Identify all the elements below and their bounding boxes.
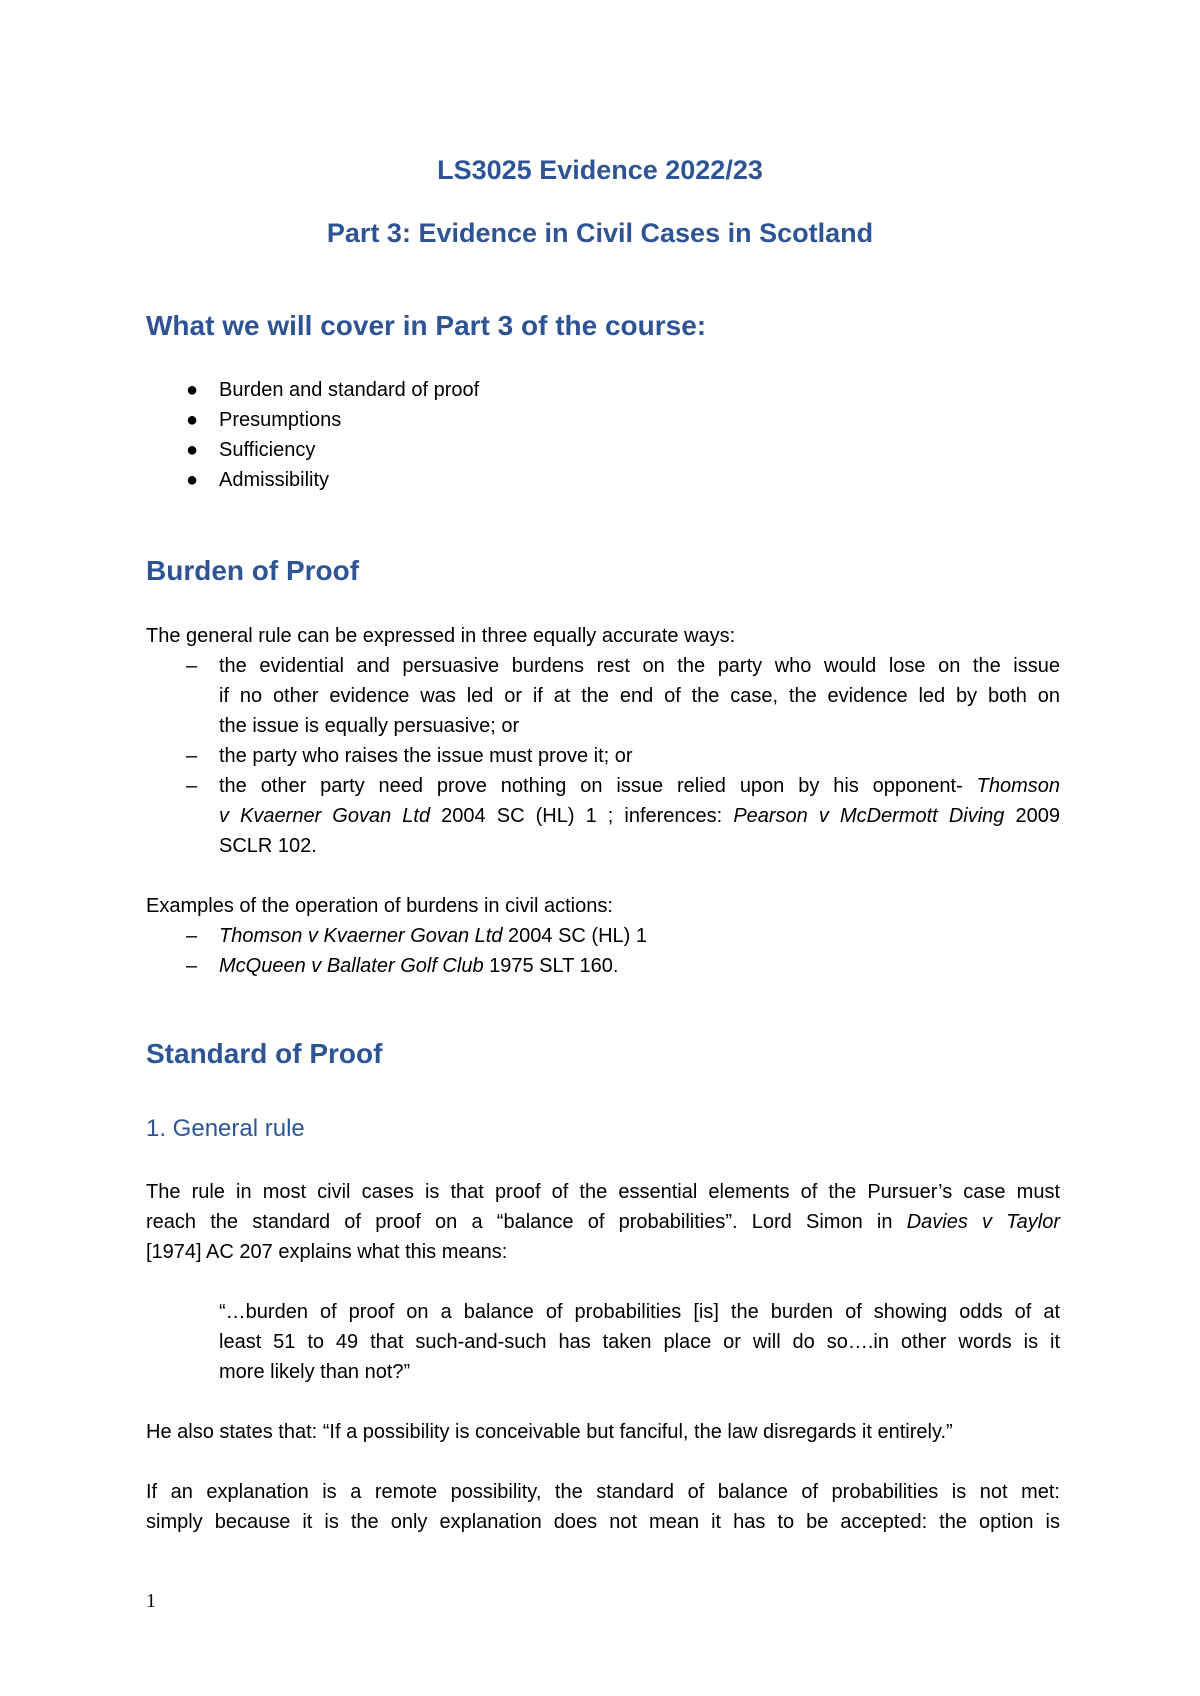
general-rule-heading: 1. General rule: [146, 1115, 305, 1142]
burden-item3-line3: SCLR 102.: [219, 835, 317, 857]
burden-heading: Burden of Proof: [146, 555, 360, 586]
standard-para2: He also states that: “If a possibility is conceivable but fanciful, the law disregards it entirely.”: [146, 1421, 953, 1443]
bullet-icon: ●: [186, 469, 199, 491]
dash-icon: –: [186, 775, 198, 797]
standard-para3-line1: If an explanation is a remote possibility, the standard of balance of probabilities is not met:: [146, 1481, 1060, 1503]
bullet-icon: ●: [186, 379, 199, 401]
burden-item1-line2: if no other evidence was led or if at the end of the case, the evidence led by both on: [219, 685, 1060, 707]
list-item: Admissibility: [219, 469, 330, 491]
burden-item3-line1: the other party need prove nothing on issue relied upon by his opponent- Thomson: [219, 775, 1060, 797]
cover-heading: What we will cover in Part 3 of the course:: [146, 310, 707, 341]
standard-heading: Standard of Proof: [146, 1038, 383, 1069]
list-item: Presumptions: [219, 409, 342, 431]
burden-intro: The general rule can be expressed in three equally accurate ways:: [146, 625, 736, 647]
bullet-icon: ●: [186, 439, 199, 461]
burden-item1-line1: the evidential and persuasive burdens rest on the party who would lose on the issue: [219, 655, 1060, 677]
bullet-icon: ●: [186, 409, 199, 431]
burden-item1-line3: the issue is equally persuasive; or: [219, 715, 520, 737]
list-item: Sufficiency: [219, 439, 316, 461]
list-item: Burden and standard of proof: [219, 379, 480, 401]
quote-line1: “…burden of proof on a balance of probabilities [is] the burden of showing odds of at: [219, 1301, 1060, 1323]
standard-para1-line2: reach the standard of proof on a “balance of probabilities”. Lord Simon in Davies v Taylor: [146, 1211, 1060, 1233]
standard-para3-line2: simply because it is the only explanation does not mean it has to be accepted: the option is: [146, 1511, 1060, 1533]
examples-intro: Examples of the operation of burdens in civil actions:: [146, 895, 613, 917]
dash-icon: –: [186, 925, 198, 947]
quote-line2: least 51 to 49 that such-and-such has taken place or will do so….in other words is it: [219, 1331, 1060, 1353]
dash-icon: –: [186, 655, 198, 677]
document-title: LS3025 Evidence 2022/23: [437, 155, 763, 185]
page-number: 1: [146, 1590, 156, 1612]
document-subtitle: Part 3: Evidence in Civil Cases in Scotland: [326, 218, 874, 248]
example-case-2: McQueen v Ballater Golf Club 1975 SLT 160.: [219, 955, 619, 977]
example-case-1: Thomson v Kvaerner Govan Ltd 2004 SC (HL) 1: [219, 925, 647, 947]
quote-line3: more likely than not?”: [219, 1361, 411, 1383]
burden-item3-line2: v Kvaerner Govan Ltd 2004 SC (HL) 1 ; inferences: Pearson v McDermott Diving 2009: [219, 805, 1060, 827]
dash-icon: –: [186, 955, 198, 977]
standard-para1-line1: The rule in most civil cases is that proof of the essential elements of the Pursuer’s case must: [146, 1181, 1060, 1203]
burden-item2: the party who raises the issue must prove it; or: [219, 745, 633, 767]
dash-icon: –: [186, 745, 198, 767]
standard-para1-line3: [1974] AC 207 explains what this means:: [146, 1241, 508, 1263]
